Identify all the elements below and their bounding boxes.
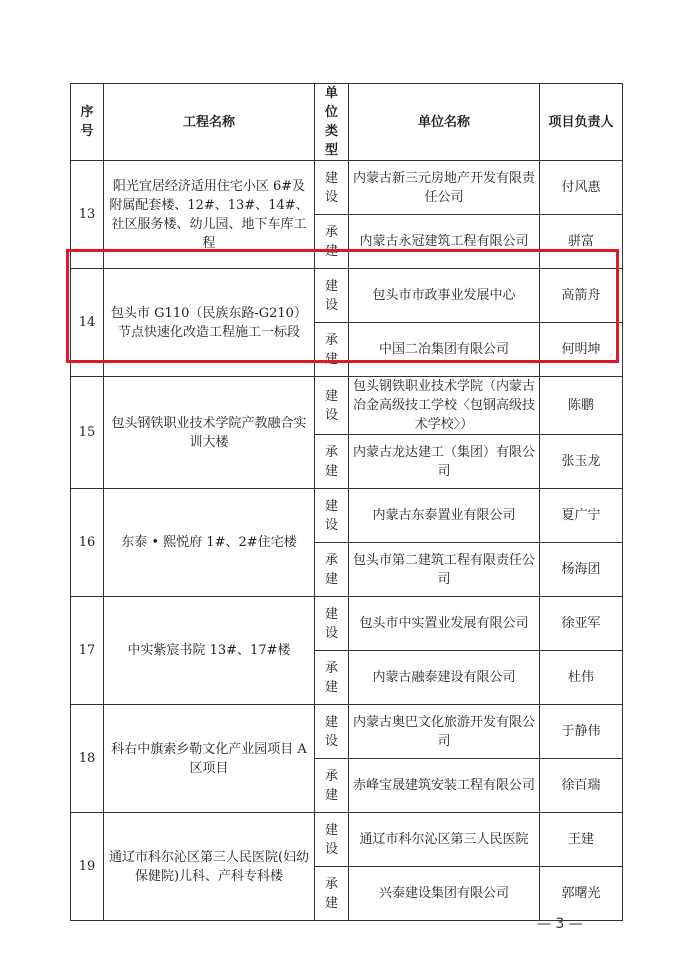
unit-type: 建设	[315, 377, 349, 435]
unit-type: 建设	[315, 269, 349, 323]
header-row	[71, 84, 623, 161]
unit-type: 承建	[315, 435, 349, 489]
unit-name: 通辽市科尔沁区第三人民医院	[349, 813, 540, 867]
project-leader: 郭曙光	[540, 867, 623, 921]
unit-name: 包头市市政事业发展中心	[349, 269, 540, 323]
project-leader: 何明坤	[540, 323, 623, 377]
header-no: 序号	[71, 84, 104, 161]
row-number: 13	[71, 161, 104, 269]
unit-type: 承建	[315, 651, 349, 705]
project-name: 包头钢铁职业技术学院产教融合实训大楼	[104, 377, 315, 489]
project-leader: 徐百瑞	[540, 759, 623, 813]
unit-type: 承建	[315, 543, 349, 597]
project-leader: 徐亚军	[540, 597, 623, 651]
unit-name: 内蒙古东泰置业有限公司	[349, 489, 540, 543]
table-row	[71, 269, 623, 323]
unit-name: 内蒙古龙达建工（集团）有限公司	[349, 435, 540, 489]
row-number: 14	[71, 269, 104, 377]
unit-name: 内蒙古新三元房地产开发有限责任公司	[349, 161, 540, 215]
header-unit-type: 单位类型	[315, 84, 349, 161]
unit-type: 承建	[315, 759, 349, 813]
row-number: 15	[71, 377, 104, 489]
unit-name: 包头市第二建筑工程有限责任公司	[349, 543, 540, 597]
project-leader: 高箭舟	[540, 269, 623, 323]
project-leader: 杨海团	[540, 543, 623, 597]
unit-name: 中国二冶集团有限公司	[349, 323, 540, 377]
unit-type: 建设	[315, 489, 349, 543]
unit-name: 包头钢铁职业技术学院（内蒙古冶金高级技工学校〈包钢高级技术学校〉）	[349, 377, 540, 435]
unit-type: 建设	[315, 705, 349, 759]
project-name: 东泰 • 熙悦府 1#、2#住宅楼	[104, 489, 315, 597]
unit-name: 包头市中实置业发展有限公司	[349, 597, 540, 651]
project-leader: 张玉龙	[540, 435, 623, 489]
table-row	[71, 705, 623, 759]
project-name: 包头市 G110（民族东路-G210）节点快速化改造工程施工一标段	[104, 269, 315, 377]
unit-name: 内蒙古融泰建设有限公司	[349, 651, 540, 705]
project-name: 阳光宜居经济适用住宅小区 6#及附属配套楼、12#、13#、14#、社区服务楼、幼儿园、地下车库工程	[104, 161, 315, 269]
table-row	[71, 161, 623, 215]
project-name: 科右中旗索乡勒文化产业园项目 A 区项目	[104, 705, 315, 813]
row-number: 16	[71, 489, 104, 597]
table-row	[71, 597, 623, 651]
unit-name: 赤峰宝晟建筑安装工程有限公司	[349, 759, 540, 813]
project-leader: 骈富	[540, 215, 623, 269]
row-number: 18	[71, 705, 104, 813]
unit-name: 兴泰建设集团有限公司	[349, 867, 540, 921]
project-leader: 陈鹏	[540, 377, 623, 435]
unit-name: 内蒙古奥巴文化旅游开发有限公司	[349, 705, 540, 759]
project-name: 通辽市科尔沁区第三人民医院(妇幼保健院)儿科、产科专科楼	[104, 813, 315, 921]
unit-type: 承建	[315, 867, 349, 921]
project-table	[70, 83, 623, 921]
project-leader: 付风惠	[540, 161, 623, 215]
project-name: 中实紫宸书院 13#、17#楼	[104, 597, 315, 705]
table-row	[71, 489, 623, 543]
unit-type: 承建	[315, 215, 349, 269]
row-number: 17	[71, 597, 104, 705]
page-number: — 3 —	[537, 916, 583, 932]
unit-type: 建设	[315, 597, 349, 651]
header-unit-name: 单位名称	[349, 84, 540, 161]
project-leader: 王建	[540, 813, 623, 867]
table-row	[71, 377, 623, 435]
unit-type: 建设	[315, 161, 349, 215]
table-row	[71, 813, 623, 867]
header-project: 工程名称	[104, 84, 315, 161]
project-leader: 夏广宁	[540, 489, 623, 543]
project-leader: 于静伟	[540, 705, 623, 759]
unit-type: 建设	[315, 813, 349, 867]
row-number: 19	[71, 813, 104, 921]
unit-type: 承建	[315, 323, 349, 377]
header-leader: 项目负责人	[540, 84, 623, 161]
unit-name: 内蒙古永冠建筑工程有限公司	[349, 215, 540, 269]
project-leader: 杜伟	[540, 651, 623, 705]
